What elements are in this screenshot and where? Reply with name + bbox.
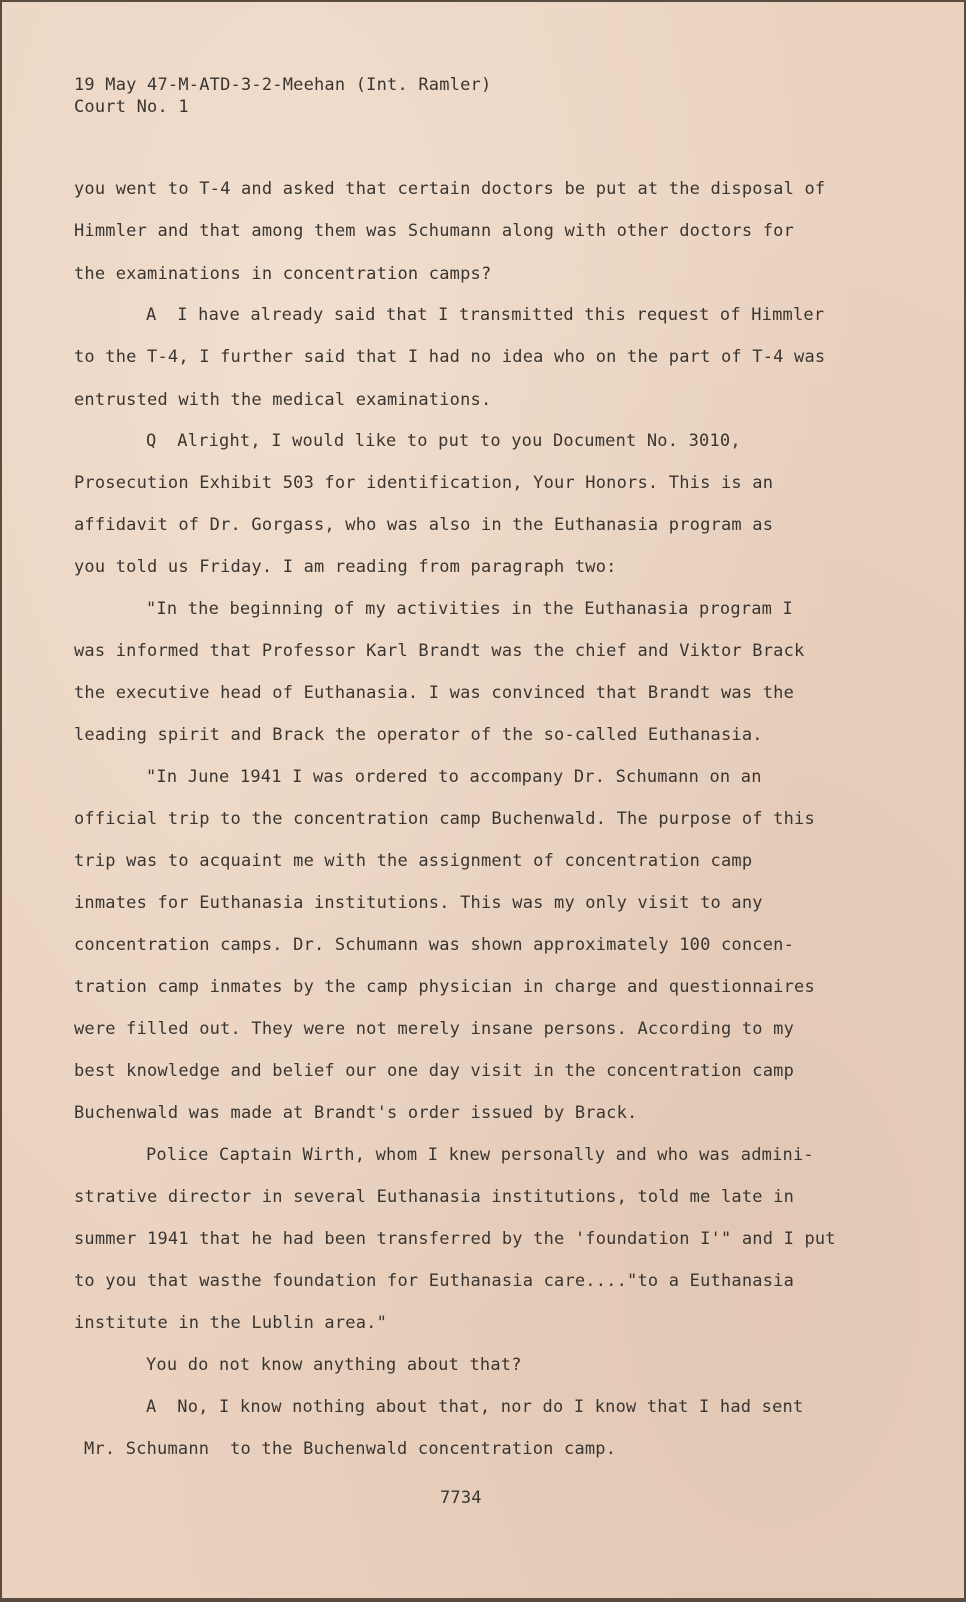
transcript-line: "In the beginning of my activities in the Euthanasia program I bbox=[146, 599, 793, 619]
transcript-line: concentration camps. Dr. Schumann was shown approximately 100 concen- bbox=[74, 935, 795, 955]
transcript-line: A I have already said that I transmitted this request of Himmler bbox=[146, 305, 825, 325]
document-header bbox=[74, 74, 491, 118]
transcript-line: best knowledge and belief our one day visit in the concentration camp bbox=[74, 1061, 795, 1081]
transcript-line: Police Captain Wirth, whom I knew personally and who was admini- bbox=[146, 1145, 814, 1165]
transcript-line: you told us Friday. I am reading from paragraph two: bbox=[74, 557, 617, 577]
transcript-line: the executive head of Euthanasia. I was convinced that Brandt was the bbox=[74, 683, 795, 703]
transcript-line: strative director in several Euthanasia institutions, told me late in bbox=[74, 1187, 795, 1207]
transcript-line: the examinations in concentration camps? bbox=[74, 264, 492, 284]
transcript-line: summer 1941 that he had been transferred by the 'foundation I'" and I put bbox=[74, 1229, 836, 1249]
transcript-line: Q Alright, I would like to put to you Document No. 3010, bbox=[146, 431, 741, 451]
transcript-line: to you that wasthe foundation for Euthanasia care...."to a Euthanasia bbox=[74, 1271, 795, 1291]
document-page bbox=[2, 2, 964, 1598]
transcript-line: trip was to acquaint me with the assignment of concentration camp bbox=[74, 851, 753, 871]
transcript-line: tration camp inmates by the camp physician in charge and questionnaires bbox=[74, 977, 815, 997]
transcript-line: Buchenwald was made at Brandt's order issued by Brack. bbox=[74, 1103, 638, 1123]
page-number: 7734 bbox=[440, 1488, 482, 1508]
transcript-line: "In June 1941 I was ordered to accompany Dr. Schumann on an bbox=[146, 767, 762, 787]
transcript-line: A No, I know nothing about that, nor do I know that I had sent bbox=[146, 1397, 804, 1417]
transcript-line: leading spirit and Brack the operator of the so-called Euthanasia. bbox=[74, 725, 763, 745]
transcript-line: was informed that Professor Karl Brandt was the chief and Viktor Brack bbox=[74, 641, 805, 661]
header-session-line: 19 May 47-M-ATD-3-2-Meehan (Int. Ramler) bbox=[74, 75, 492, 95]
transcript-line: official trip to the concentration camp Buchenwald. The purpose of this bbox=[74, 809, 815, 829]
transcript-line: to the T-4, I further said that I had no idea who on the part of T-4 was bbox=[74, 347, 826, 367]
transcript-line: Himmler and that among them was Schumann along with other doctors for bbox=[74, 221, 795, 241]
transcript-line: Mr. Schumann to the Buchenwald concentration camp. bbox=[84, 1439, 617, 1459]
transcript-line: You do not know anything about that? bbox=[146, 1355, 522, 1375]
transcript-line: inmates for Euthanasia institutions. This was my only visit to any bbox=[74, 893, 763, 913]
transcript-line: affidavit of Dr. Gorgass, who was also in the Euthanasia program as bbox=[74, 515, 774, 535]
transcript-line: you went to T-4 and asked that certain doctors be put at the disposal of bbox=[74, 179, 826, 199]
header-court-line: Court No. 1 bbox=[74, 97, 189, 117]
transcript-line: entrusted with the medical examinations. bbox=[74, 390, 492, 410]
transcript-line: were filled out. They were not merely insane persons. According to my bbox=[74, 1019, 795, 1039]
transcript-line: institute in the Lublin area." bbox=[74, 1313, 388, 1333]
transcript-line: Prosecution Exhibit 503 for identification, Your Honors. This is an bbox=[74, 473, 774, 493]
